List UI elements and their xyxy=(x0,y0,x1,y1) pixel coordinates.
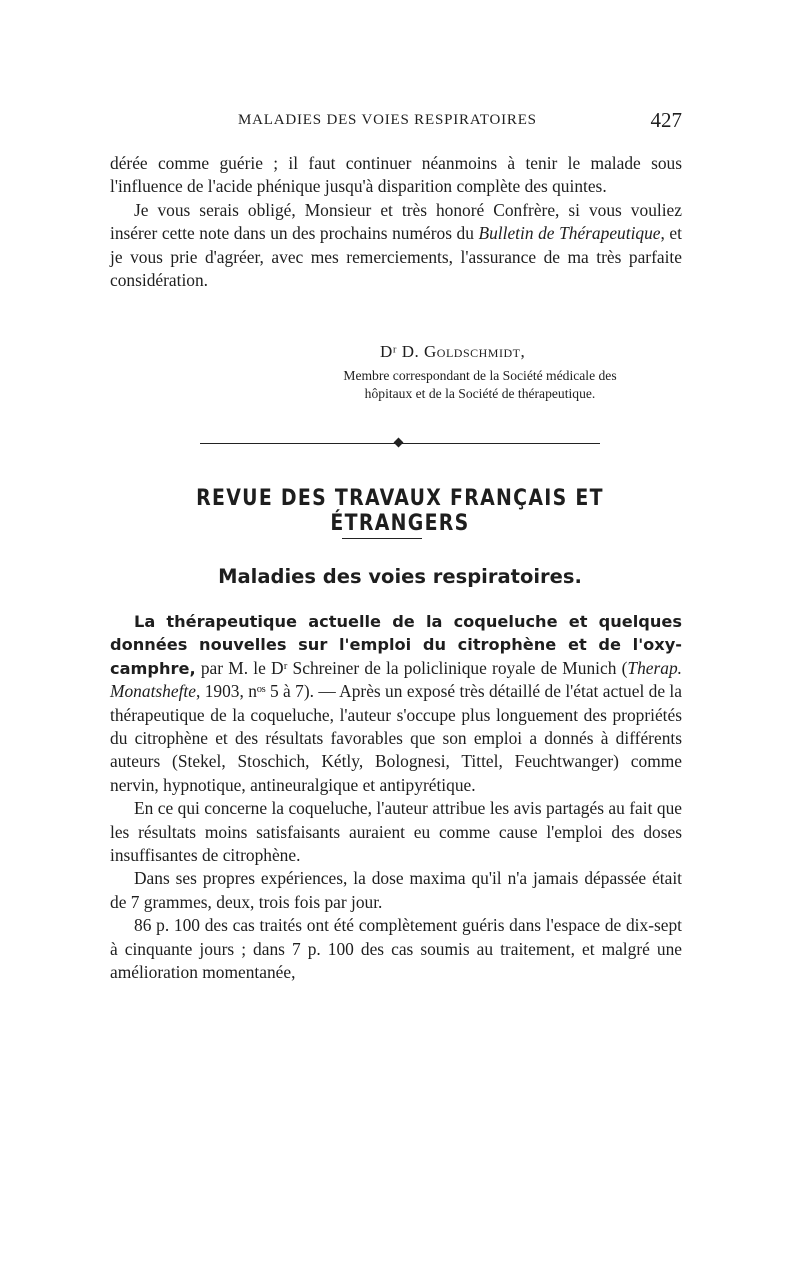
running-title: MALADIES DES VOIES RESPIRATOIRES xyxy=(238,112,537,128)
article-paragraph-3: Dans ses propres expériences, la dose maxima qu'il n'a jamais dépassée était de 7 grammes, deux, trois fois par jour. xyxy=(110,868,682,912)
article-author: par M. le Dʳ Schreiner de la policlinique royale de Munich ( xyxy=(200,657,628,678)
subsection-title: Maladies des voies respiratoires. xyxy=(218,565,582,588)
signature-prefix: Dʳ D. xyxy=(380,342,420,361)
article-paragraph-1 xyxy=(110,610,682,797)
affiliation-line-2: hôpitaux et de la Société de thérapeutique. xyxy=(364,386,596,401)
letter-paragraph-1: dérée comme guérie ; il faut continuer néanmoins à tenir le malade sous l'influence de l'acide phénique jusqu'à disparition complète des quintes. xyxy=(110,153,682,197)
divider-diamond-icon xyxy=(394,438,404,448)
page-number: 427 xyxy=(650,108,682,132)
article-journal: Therap. Monatshefte xyxy=(110,657,683,702)
section-title: REVUE DES TRAVAUX FRANÇAIS ET ÉTRANGERS xyxy=(196,486,604,536)
article-title: La thérapeutique actuelle de la coqueluche et quelques données nouvelles sur l'emploi du citrophène et de l'oxy-camphre, xyxy=(110,612,682,678)
article-citation: , 1903, nᵒˢ 5 à 7). — Après un exposé très détaillé de l'état actuel de la thérapeutique de la coqueluche, l'auteur s'occupe plus longuement des propriétés du citrophène et des résultats favorables que son emploi a donnés à différents auteurs (Stekel, Stoschich, Kétly, Bolognesi, Tittel, Feuchtwanger) comme nervin, hypnotique, antineuralgique et antipyrétique. xyxy=(110,681,682,795)
letter-paragraph-2-start: Je vous serais obligé, Monsieur et très honoré Confrère, si vous vouliez insérer cette note dans un des prochains numéros du xyxy=(110,199,682,244)
signature xyxy=(380,342,525,362)
letter-paragraph-2-end: , et je vous prie d'agréer, avec mes remerciements, l'assurance de ma très parfaite considération. xyxy=(110,223,682,291)
affiliation-line-1: Membre correspondant de la Société médicale des xyxy=(343,368,617,383)
section-rule xyxy=(342,538,422,539)
article-paragraph-2: En ce qui concerne la coqueluche, l'auteur attribue les avis partagés au fait que les résultats moins satisfaisants auraient eu comme cause l'emploi des doses insuffisantes de citrophène. xyxy=(110,798,682,866)
article-paragraph-4: 86 p. 100 des cas traités ont été complètement guéris dans l'espace de dix-sept à cinquante jours ; dans 7 p. 100 des cas soumis au traitement, et malgré une amélioration momentanée, xyxy=(110,915,682,983)
article-body xyxy=(110,610,682,985)
ornamental-divider xyxy=(200,437,600,451)
running-header xyxy=(110,108,682,136)
signature-name: Goldschmidt, xyxy=(424,342,526,361)
journal-name: Bulletin de Thérapeutique xyxy=(478,223,661,244)
signature-affiliation xyxy=(278,367,682,403)
letter-paragraph-2 xyxy=(110,199,682,293)
letter-body xyxy=(110,152,682,292)
